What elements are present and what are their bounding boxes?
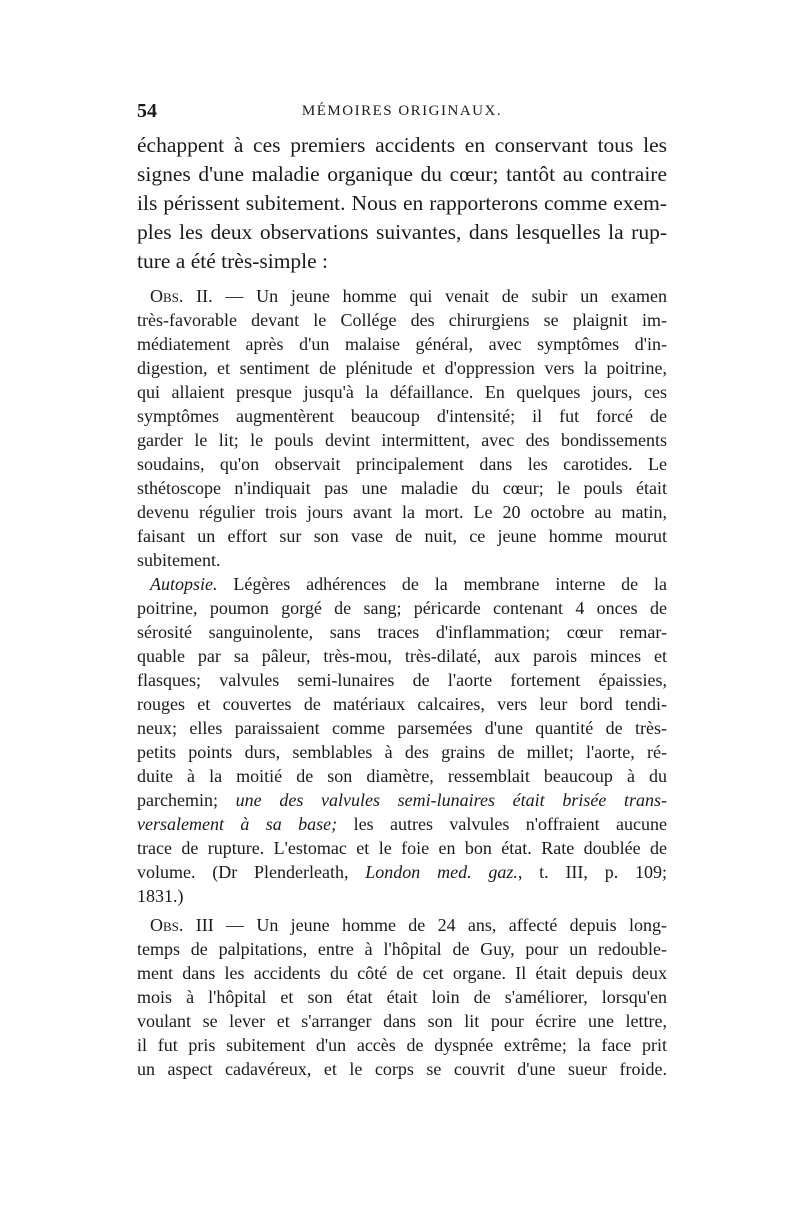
text-line: ples les deux observations suivantes, dans lesquelles la rup- — [137, 220, 667, 244]
text-line: soudains, qu'on observait principalement dans les carotides. Le — [137, 454, 667, 474]
text-line: poitrine, poumon gorgé de sang; péricarde contenant 4 onces de — [137, 598, 667, 618]
text-line: temps de palpitations, entre à l'hôpital de Guy, pour un redouble- — [137, 939, 667, 959]
autopsie-first-line: Autopsie. Légères adhérences de la membrane interne de la — [150, 574, 667, 594]
text-line: il fut pris subitement d'un accès de dyspnée extrême; la face prit — [137, 1035, 667, 1055]
running-head — [137, 100, 667, 124]
autopsie-label: Autopsie. — [150, 574, 218, 594]
text-line: symptômes augmentèrent beaucoup d'intensité; il fut forcé de — [137, 406, 667, 426]
obs-2-label: Obs. II. — [150, 286, 213, 306]
italic-phrase: versalement à sa base; — [137, 814, 338, 834]
text-line: rouges et couvertes de matériaux calcaires, vers leur bord tendi- — [137, 694, 667, 714]
journal-title: London med. gaz. — [365, 862, 518, 882]
text-line: signes d'une maladie organique du cœur; tantôt au contraire — [137, 162, 667, 186]
text-line: ment dans les accidents du côté de cet organe. Il était depuis deux — [137, 963, 667, 983]
text-line: flasques; valvules semi-lunaires de l'aorte fortement épaissies, — [137, 670, 667, 690]
text-line: mois à l'hôpital et son état était loin de s'améliorer, lorsqu'en — [137, 987, 667, 1007]
text-line: un aspect cadavéreux, et le corps se couvrit d'une sueur froide. — [137, 1059, 667, 1079]
text-line: devenu régulier trois jours avant la mort. Le 20 octobre au matin, — [137, 502, 667, 522]
text-line: versalement à sa base; les autres valvules n'offraient aucune — [137, 814, 667, 834]
text-line: garder le lit; le pouls devint intermittent, avec des bondissements — [137, 430, 667, 450]
text-line: sérosité sanguinolente, sans traces d'inflammation; cœur remar- — [137, 622, 667, 642]
text-line: petits points durs, semblables à des grains de millet; l'aorte, ré- — [137, 742, 667, 762]
text-line: trace de rupture. L'estomac et le foie en bon état. Rate doublée de — [137, 838, 667, 858]
obs-2-first-line: Obs. II. — Un jeune homme qui venait de subir un examen — [150, 286, 667, 306]
text-line: neux; elles paraissaient comme parsemées d'une quantité de très- — [137, 718, 667, 738]
text-line: duite à la moitié de son diamètre, ressemblait beaucoup à du — [137, 766, 667, 786]
text-line: faisant un effort sur son vase de nuit, ce jeune homme mourut — [137, 526, 667, 546]
text-line: ils périssent subitement. Nous en rapporterons comme exem- — [137, 191, 667, 215]
text-line: digestion, et sentiment de plénitude et d'oppression vers la poitrine, — [137, 358, 667, 378]
page-number: 54 — [137, 100, 157, 122]
italic-phrase: une des valvules semi-lunaires était brisée trans- — [235, 790, 668, 810]
text-line: médiatement après d'un malaise général, avec symptômes d'in- — [137, 334, 667, 354]
obs-3-first-line: Obs. III — Un jeune homme de 24 ans, affecté depuis long- — [150, 915, 667, 935]
text-line: qui allaient presque jusqu'à la défaillance. En quelques jours, ces — [137, 382, 667, 402]
obs-3-label: Obs. III — [150, 915, 214, 935]
citation-year: 1831.) — [137, 886, 184, 906]
text-line: échappent à ces premiers accidents en conservant tous les — [137, 133, 667, 157]
text-line: ture a été très-simple : — [137, 249, 329, 273]
text-line: voulant se lever et s'arranger dans son lit pour écrire une lettre, — [137, 1011, 667, 1031]
text-line: parchemin; une des valvules semi-lunaires était brisée trans- — [137, 790, 668, 810]
text-line: quable par sa pâleur, très-mou, très-dilaté, aux parois minces et — [137, 646, 667, 666]
running-title: MÉMOIRES ORIGINAUX. — [301, 103, 503, 119]
citation-line: volume. (Dr Plenderleath, London med. gaz., t. III, p. 109; — [137, 862, 667, 882]
text-line: sthétoscope n'indiquait pas une maladie du cœur; le pouls était — [137, 478, 667, 498]
text-line: très-favorable devant le Collége des chirurgiens se plaignit im- — [137, 310, 667, 330]
text-line: subitement. — [137, 550, 221, 570]
